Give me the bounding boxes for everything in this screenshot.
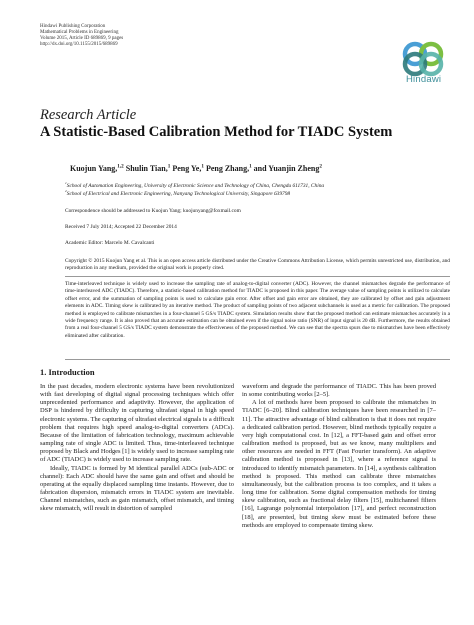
copyright-notice: Copyright © 2015 Kuojun Yang et al. This is an open access article distributed under the Creative Commons Attribution License, which permits unrestricted use, distribution, and reproduction in any medium, provided the original work is properly cited.: [65, 258, 450, 271]
intro-paragraph-2: Ideally, TIADC is formed by M identical parallel ADCs (sub-ADC or channel): Each ADC should have the same gain and offset and should be operating at the equally displaced sampling time instants. However, due to fabrication dispersion, mismatch errors in TIADC system are inevitable. Channel mismatches, such as gain mismatch, offset mismatch, and timing skew mismatch, will result in distortion of sampled: [40, 464, 234, 513]
journal-name: Mathematical Problems in Engineering: [40, 30, 119, 35]
correspondence: Correspondence should be addressed to Kuojun Yang; kuojunyang@foxmail.com: [65, 208, 241, 214]
section-heading-introduction: 1. Introduction: [40, 367, 95, 377]
journal-publisher: Hindawi Publishing Corporation: [40, 24, 106, 29]
intro-paragraph-4: A lot of methods have been proposed to calibrate the mismatches in TIADC [6–20]. Blind calibration techniques have been researched in [7–11]. The attractive advantage of blind calibration is that it does not require a dedicated calibration period. However, blind methods typically require a very high computational cost. In [12], a FFT-based gain and offset error calibration method is proposed, but as we know, many multipliers and other resources are needed in FFT (Fast Fourier transform). An adaptive calibration method is proposed in [13], where a reference signal is introduced to identify mismatch parameters. In [14], a synthesis calibration method is proposed. This method can calibrate three mismatches simultaneously, but the calibration process is too complex, and it takes a long time for calibration. Some digital compensation methods for timing skew calibration, such as fractional delay filters [15], multichannel filters [16], Lagrange polynomial interpolation [17], and perfect reconstruction [18], are presented, but timing skew must be estimated before these methods are employed to compensate timing skew.: [242, 399, 436, 529]
article-type: Research Article: [40, 107, 137, 123]
article-title: A Statistic-Based Calibration Method for TIADC System: [40, 124, 393, 140]
body-column-right: [242, 383, 436, 530]
body-column-left: [40, 383, 234, 514]
hindawi-wordmark: Hindawi: [406, 74, 442, 85]
affiliation-1: $^1$School of Automation Engineering, University of Electronic Science and Technology of China, Chengdu 611731, China: [65, 181, 325, 189]
academic-editor: Academic Editor: Marcelo M. Cavalcanti: [65, 240, 155, 246]
intro-paragraph-1: In the past decades, modern electronic systems have been revolutionized with fast developing of digital signal processing techniques which offer unprecedented performance and adaptivity. However, the application of DSP is hindered by difficulty in capturing ultrafast signal in high speed electronic systems. The capturing of ultrafast electrical signals is a difficult problem that requires high speed analog-to-digital converters (ADCs). Because of the limitation of fabrication technology, maximum achievable sampling rate of single ADC is limited. Thus, time-interleaved technique proposed by Black and Hodges [1] is widely used to increase sampling rate of ADC (TIADC) is widely used to increase sampling rate.: [40, 383, 234, 464]
intro-paragraph-3: waveform and degrade the performance of TIADC. This has been proved in some contributing works [2–5].: [242, 383, 436, 399]
abstract-text: Time-interleaved technique is widely used to increase the sampling rate of analog-to-digital converter (ADC). However, the channel mismatches degrade the performance of time-interleaved ADC (TIADC). Therefore, a statistic-based calibration method for TIADC is proposed in this paper. The average value of sampling points is utilized to calculate offset error, and the summation of sampling points is used to calculate gain error. After offset and gain error are obtained, they are calibrated by offset and gain adjustment elements in ADC. Timing skew is calibrated by an iterative method. The product of sampling points of two adjacent subchannels is used as a metric for calibration. The proposed method is employed to calibrate mismatches in a four-channel 5 GS/s TIADC system. Simulation results show that the proposed method can estimate mismatches accurately in a wide frequency range. It is also proved that an accurate estimation can be obtained even if the signal noise ratio (SNR) of input signal is 20 dB. Furthermore, the results obtained from a real four-channel 5 GS/s TIADC system demonstrate the effectiveness of the proposed method. We can see that the spectra spurs due to mismatches have been effectively eliminated after calibration.: [65, 281, 450, 339]
received-accepted-dates: Received 7 July 2014; Accepted 22 December 2014: [65, 224, 177, 230]
abstract-top-rule: [65, 276, 450, 277]
abstract-bottom-rule: [65, 359, 450, 360]
author-list: Kuojun Yang,$^{1,2}$ Shulin Tian,$^1$ Peng Ye,$^1$ Peng Zhang,$^1$ and Yuanjin Zheng$^2$: [70, 163, 322, 173]
journal-doi: http://dx.doi.org/10.1155/2015/689869: [40, 42, 118, 47]
affiliation-2: $^2$School of Electrical and Electronic Engineering, Nanyang Technological University, Singapore 639798: [65, 189, 291, 197]
journal-volume: Volume 2015, Article ID 689869, 9 pages: [40, 36, 124, 41]
